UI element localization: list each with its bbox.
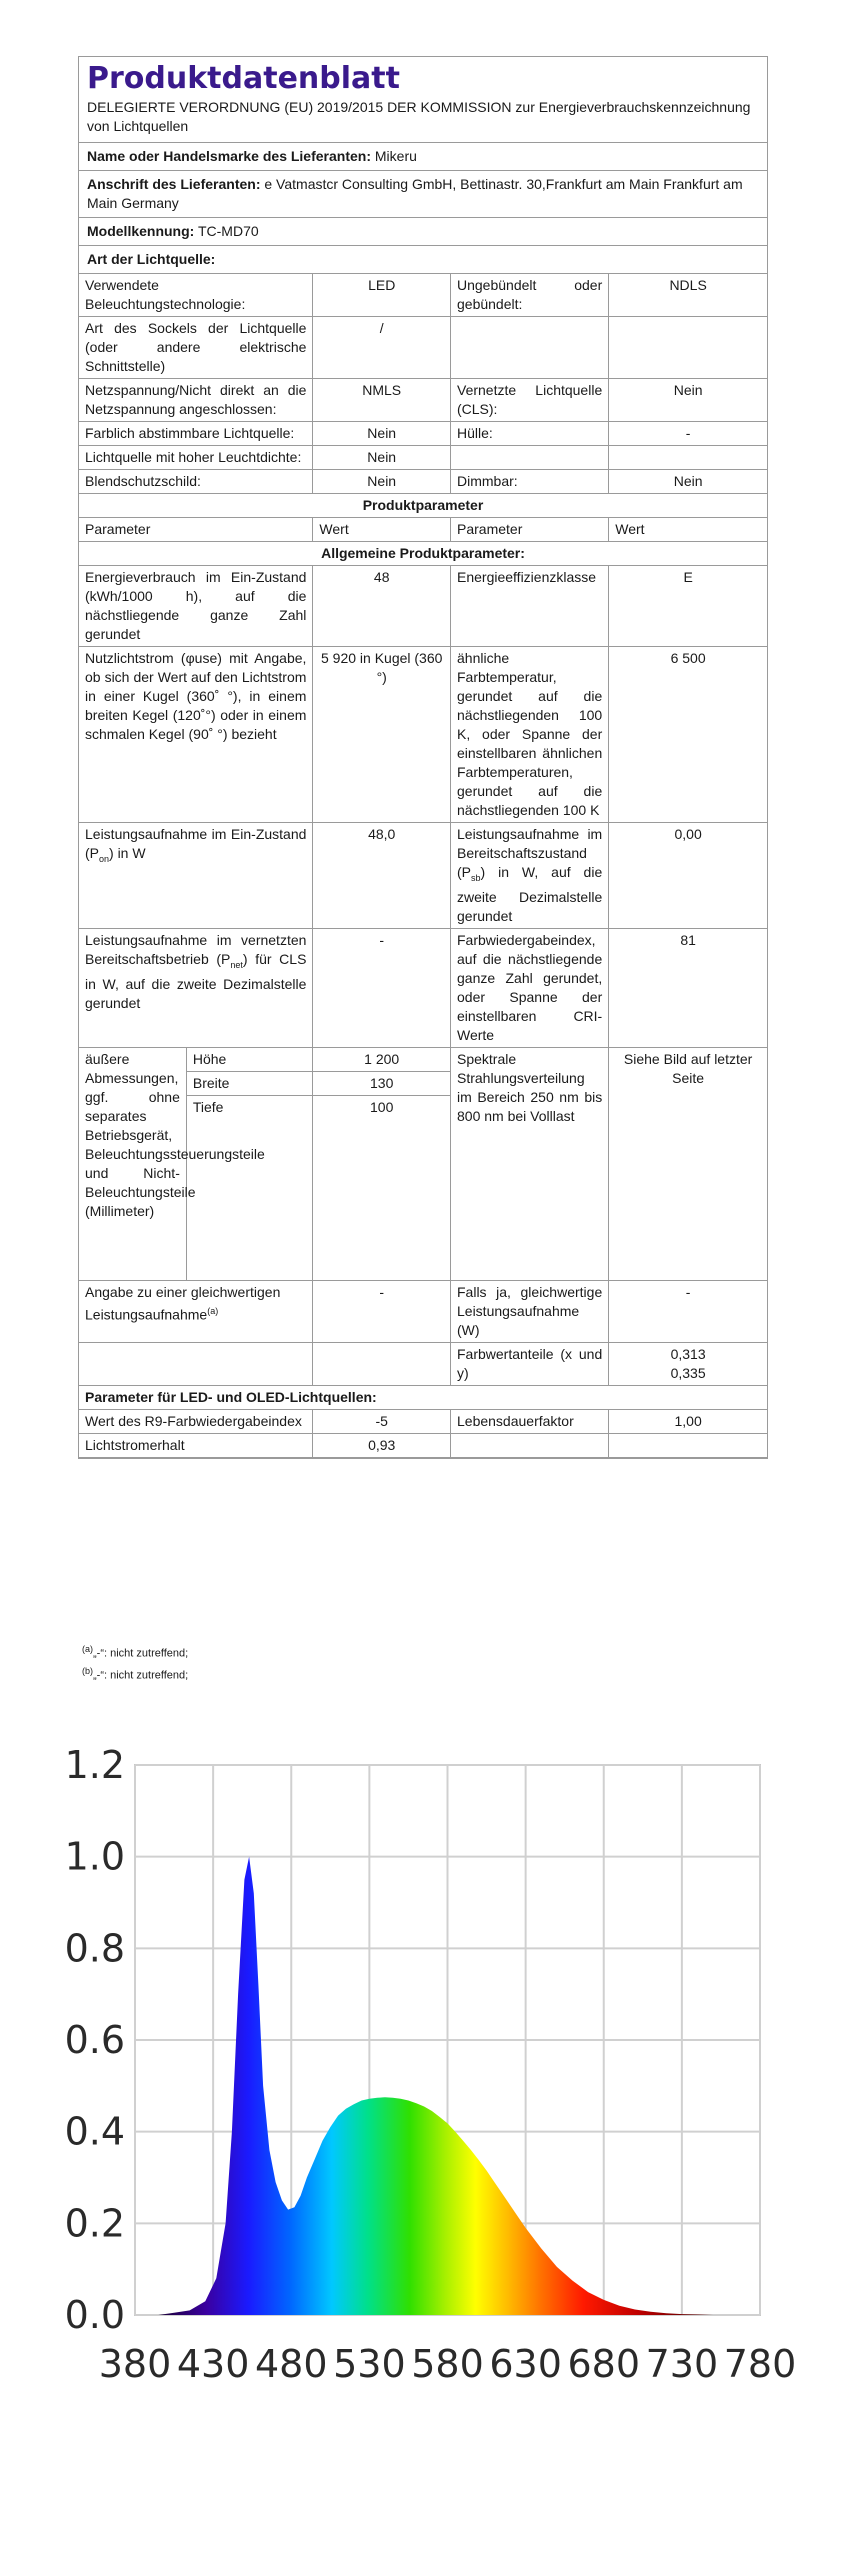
subscript-text: sb bbox=[471, 872, 481, 883]
dimensions-values-cell bbox=[313, 1047, 451, 1280]
dimensions-table bbox=[79, 1048, 312, 1280]
table-cell: Wert des R9-Farbwiedergabeindex bbox=[79, 1409, 313, 1433]
column-header: Wert bbox=[313, 518, 451, 542]
chromaticity-y: 0,335 bbox=[670, 1364, 706, 1381]
y-tick-label: 0.6 bbox=[64, 2018, 125, 2062]
supplier-name-value: Mikeru bbox=[374, 148, 417, 164]
table-cell: Nein bbox=[313, 422, 451, 446]
table-cell: 1,00 bbox=[609, 1409, 767, 1433]
table-cell bbox=[79, 1342, 313, 1385]
table-cell: Siehe Bild auf letzter Seite bbox=[609, 1047, 767, 1280]
table-row bbox=[79, 928, 767, 1047]
table-row bbox=[79, 647, 767, 823]
table-cell-text: ) in W, auf die zweite Dezimalstelle gerundet bbox=[457, 864, 603, 924]
y-tick-label: 0.4 bbox=[64, 2109, 125, 2154]
table-cell: Farbwiedergabeindex, auf die nächstliegende ganze Zahl gerundet, oder Spanne der einstellbaren CRI-Werte bbox=[451, 928, 609, 1047]
table-cell: 48,0 bbox=[313, 823, 451, 929]
x-tick-label: 480 bbox=[254, 2342, 328, 2386]
table-row bbox=[79, 379, 767, 422]
x-axis-ticks bbox=[99, 2342, 797, 2386]
table-cell: Art des Sockels der Lichtquelle (oder andere elektrische Schnittstelle) bbox=[79, 317, 313, 379]
model-value: TC-MD70 bbox=[197, 223, 259, 239]
table-cell: Netzspannung/Nicht direkt an die Netzspannung angeschlossen: bbox=[79, 379, 313, 422]
column-header: Wert bbox=[609, 518, 767, 542]
table-cell-text: Leistungsaufnahme im vernetzten Bereitschaftsbetrieb (P bbox=[85, 931, 307, 967]
table-cell bbox=[79, 1280, 313, 1342]
table-row bbox=[79, 566, 767, 647]
light-source-heading-text: Art der Lichtquelle: bbox=[87, 251, 216, 267]
product-data-sheet bbox=[78, 56, 768, 1459]
table-row bbox=[79, 1048, 312, 1072]
table-cell: - bbox=[313, 1280, 451, 1342]
y-tick-label: 1.0 bbox=[64, 1834, 125, 1879]
y-axis-ticks bbox=[65, 1743, 125, 2337]
dimension-value: 100 bbox=[370, 1098, 394, 1115]
section-heading: Produktparameter bbox=[79, 494, 767, 518]
supplier-address-label: Anschrift des Lieferanten: bbox=[87, 176, 261, 192]
table-row bbox=[79, 1385, 767, 1409]
table-cell: LED bbox=[313, 274, 451, 317]
light-source-heading bbox=[79, 245, 767, 273]
table-cell: Nutzlichtstrom (φuse) mit Angabe, ob sich der Wert auf den Lichtstrom in einer Kugel (360˚ °), in einem breiten Kegel (120˚°) oder in einem schmalen Kegel (90˚ °) bezieht bbox=[79, 647, 313, 823]
table-cell: Nein bbox=[313, 470, 451, 494]
model-row bbox=[79, 217, 767, 245]
footnote-mark: (a) bbox=[82, 1644, 93, 1654]
table-cell: 6 500 bbox=[609, 647, 767, 823]
footnote bbox=[82, 1664, 188, 1683]
table-row bbox=[79, 274, 767, 317]
table-cell: NDLS bbox=[609, 274, 767, 317]
table-cell bbox=[79, 928, 313, 1047]
model-label: Modellkennung: bbox=[87, 223, 195, 239]
y-tick-label: 0.0 bbox=[64, 2293, 125, 2337]
x-tick-label: 430 bbox=[176, 2342, 250, 2386]
dimension-value: 1 200 bbox=[313, 1048, 450, 1072]
table-row bbox=[79, 446, 767, 470]
table-cell: Lichtstromerhalt bbox=[79, 1433, 313, 1457]
table-row bbox=[79, 1342, 767, 1385]
dimension-name: Tiefe bbox=[192, 1098, 224, 1115]
dimension-value: 130 bbox=[313, 1072, 450, 1096]
table-row bbox=[79, 1047, 767, 1280]
section-heading: Allgemeine Produktparameter: bbox=[79, 542, 767, 566]
x-tick-label: 730 bbox=[645, 2342, 719, 2386]
table-cell bbox=[609, 1433, 767, 1457]
table-cell: Energieverbrauch im Ein-Zustand (kWh/1000 h), auf die nächstliegende ganze Zahl gerundet bbox=[79, 566, 313, 647]
subscript-text: on bbox=[99, 853, 110, 864]
table-cell: Vernetzte Lichtquelle (CLS): bbox=[451, 379, 609, 422]
table-cell: Falls ja, gleichwertige Leistungsaufnahme (W) bbox=[451, 1280, 609, 1342]
table-cell-text: Angabe zu einer gleichwertigen Leistungsaufnahme bbox=[85, 1283, 281, 1323]
table-row bbox=[79, 823, 767, 929]
table-cell: 81 bbox=[609, 928, 767, 1047]
table-cell: 0,00 bbox=[609, 823, 767, 929]
table-cell: NMLS bbox=[313, 379, 451, 422]
table-cell: Nein bbox=[313, 446, 451, 470]
table-cell: Lebensdauerfaktor bbox=[451, 1409, 609, 1433]
table-cell-text: Leistungsaufnahme im Ein-Zustand (P bbox=[85, 826, 307, 861]
table-cell: Farblich abstimmbare Lichtquelle: bbox=[79, 422, 313, 446]
x-tick-label: 680 bbox=[567, 2342, 641, 2386]
table-cell: - bbox=[609, 422, 767, 446]
supplier-address-value: e Vatmastcr Consulting GmbH, Bettinastr. 30,Frankfurt am Main Frankfurt am Main Germany bbox=[87, 176, 743, 211]
table-cell: 5 920 in Kugel (360 °) bbox=[313, 647, 451, 823]
table-cell: / bbox=[313, 317, 451, 379]
table-cell: - bbox=[609, 1280, 767, 1342]
table-cell: Nein bbox=[609, 379, 767, 422]
table-cell bbox=[451, 823, 609, 929]
footnote-mark: (b) bbox=[82, 1666, 93, 1676]
footnote-text: „-“: nicht zutreffend; bbox=[93, 1669, 189, 1682]
table-cell bbox=[609, 446, 767, 470]
table-row bbox=[79, 542, 767, 566]
table-row bbox=[79, 1433, 767, 1457]
y-tick-label: 0.8 bbox=[64, 1926, 125, 1971]
table-cell bbox=[451, 317, 609, 379]
dimensions-cell bbox=[79, 1047, 313, 1280]
table-cell: -5 bbox=[313, 1409, 451, 1433]
table-cell: 48 bbox=[313, 566, 451, 647]
table-cell: Farbwertanteile (x und y) bbox=[451, 1342, 609, 1385]
dimension-name: Höhe bbox=[186, 1048, 312, 1072]
table-cell-text: ) in W bbox=[109, 845, 146, 861]
table-header-row bbox=[79, 518, 767, 542]
table-row bbox=[79, 317, 767, 379]
table-cell: Hülle: bbox=[451, 422, 609, 446]
table-cell: Ungebündelt oder gebündelt: bbox=[451, 274, 609, 317]
x-tick-label: 380 bbox=[98, 2342, 172, 2386]
x-tick-label: 530 bbox=[333, 2342, 406, 2386]
supplier-name-label: Name oder Handelsmarke des Lieferanten: bbox=[87, 148, 371, 164]
table-cell: Verwendete Beleuchtungstechnologie: bbox=[79, 274, 313, 317]
table-cell: Nein bbox=[609, 470, 767, 494]
subscript-text: net bbox=[230, 959, 243, 970]
dimension-name: Breite bbox=[186, 1071, 312, 1095]
table-cell: 0,93 bbox=[313, 1433, 451, 1457]
superscript-text: (a) bbox=[207, 1305, 219, 1316]
light-source-table bbox=[79, 273, 767, 1458]
table-row bbox=[79, 470, 767, 494]
table-cell bbox=[609, 317, 767, 379]
y-tick-label: 0.2 bbox=[64, 2201, 125, 2246]
page-title: Produktdatenblatt bbox=[87, 61, 400, 96]
table-cell: ähnliche Farbtemperatur, gerundet auf die nächstliegenden 100 K, oder Spanne der einstellbaren ähnlichen Farbtemperaturen, gerundet auf die nächstliegenden 100 K bbox=[451, 647, 609, 823]
dimensions-label: äußere Abmessungen, ggf. ohne separates Betriebsgerät, Beleuchtungssteuerungsteile und Nicht-Beleuchtungsteile (Millimeter) bbox=[79, 1048, 186, 1280]
supplier-name-row bbox=[79, 142, 767, 170]
footnote bbox=[82, 1642, 188, 1661]
footnote-text: „-“: nicht zutreffend; bbox=[93, 1647, 189, 1660]
x-tick-label: 630 bbox=[489, 2342, 562, 2386]
x-tick-label: 780 bbox=[723, 2342, 797, 2386]
section-heading: Parameter für LED- und OLED-Lichtquellen: bbox=[79, 1385, 767, 1409]
table-cell-text: ) für CLS in W, auf die zweite Dezimalstelle gerundet bbox=[85, 950, 307, 1011]
regulation-text: DELEGIERTE VERORDNUNG (EU) 2019/2015 DER KOMMISSION zur Energieverbrauchskennzeichnung von Lichtquellen bbox=[87, 99, 751, 134]
table-row bbox=[79, 1409, 767, 1433]
table-cell bbox=[79, 823, 313, 929]
table-cell bbox=[451, 1433, 609, 1457]
column-header: Parameter bbox=[79, 518, 313, 542]
table-row bbox=[79, 494, 767, 518]
table-cell: Lichtquelle mit hoher Leuchtdichte: bbox=[79, 446, 313, 470]
table-cell: Spektrale Strahlungsverteilung im Bereich 250 nm bis 800 nm bei Volllast bbox=[451, 1047, 609, 1280]
column-header: Parameter bbox=[451, 518, 609, 542]
table-row bbox=[79, 422, 767, 446]
table-cell: Energieeffizienzklasse bbox=[451, 566, 609, 647]
x-tick-label: 580 bbox=[411, 2342, 484, 2386]
table-cell: Blendschutzschild: bbox=[79, 470, 313, 494]
table-cell bbox=[313, 1342, 451, 1385]
supplier-address-row bbox=[79, 170, 767, 217]
table-row bbox=[79, 1280, 767, 1342]
table-cell: Dimmbar: bbox=[451, 470, 609, 494]
table-cell: - bbox=[313, 928, 451, 1047]
spectral-distribution-chart bbox=[60, 1725, 797, 2425]
chromaticity-x: 0,313 bbox=[670, 1345, 706, 1362]
y-tick-label: 1.2 bbox=[64, 1743, 125, 1787]
table-cell-text: Leistungsaufnahme im Bereitschaftszustand (P bbox=[457, 826, 603, 880]
table-cell: E bbox=[609, 566, 767, 647]
table-cell bbox=[451, 446, 609, 470]
table-cell bbox=[609, 1342, 767, 1385]
